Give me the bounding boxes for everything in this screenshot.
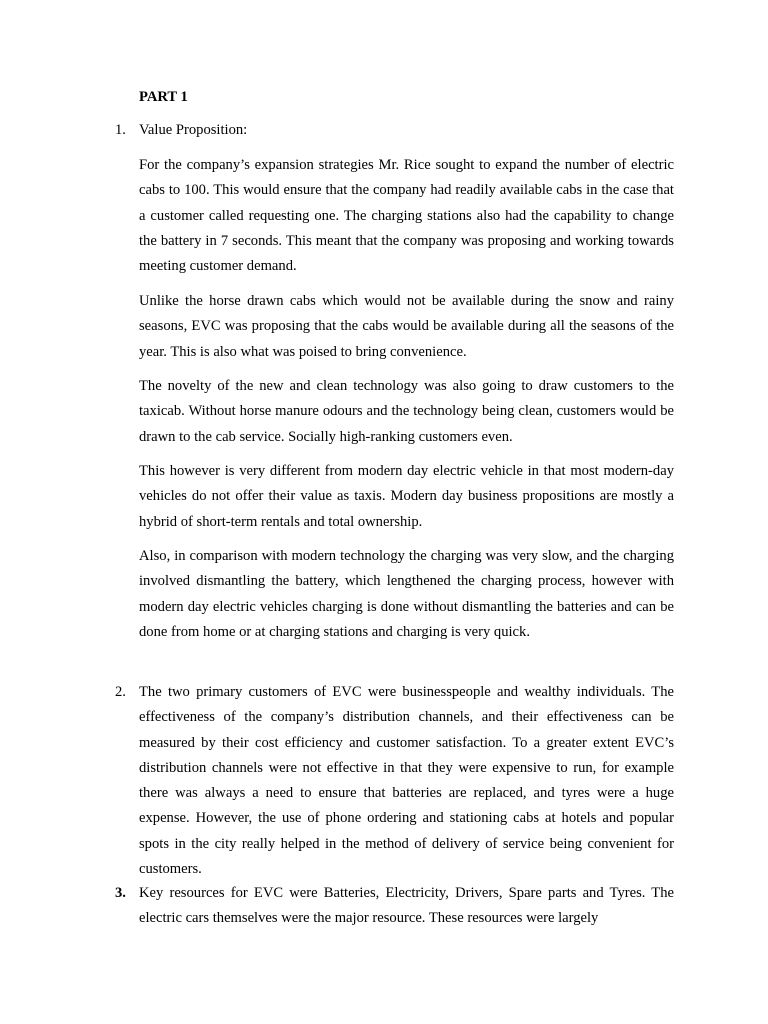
list-item-number: 2. bbox=[115, 684, 126, 700]
list-item-2 bbox=[115, 680, 674, 882]
paragraph-text: Unlike the horse drawn cabs which would not be available during the snow and rainy seasons, EVC was proposing that the cabs would be available during all the seasons of the year. This is also what was poised to bring convenience. bbox=[139, 293, 674, 360]
paragraph-text: The two primary customers of EVC were businesspeople and wealthy individuals. The effectiveness of the company’s distribution channels, and their effectiveness can be measured by their cost efficiency and customer satisfaction. To a greater extent EVC’s distribution channels were not effective in that they were expensive to run, for example there was always a need to ensure that batteries are replaced, and tyres were a huge expense. However, the use of phone ordering and stationing cabs at hotels and popular spots in the city really helped in the method of delivery of service being convenient for customers. bbox=[139, 684, 674, 878]
list-item-3 bbox=[115, 881, 674, 932]
paragraph-text: Also, in comparison with modern technology the charging was very slow, and the charging involved dismantling the battery, which lengthened the charging process, however with modern day electric vehicles charging is done without dismantling the batteries and can be done from home or at charging stations and charging is very quick. bbox=[139, 548, 674, 640]
paragraph bbox=[139, 153, 674, 279]
paragraph-text: The novelty of the new and clean technology was also going to draw customers to the taxicab. Without horse manure odours and the technology being clean, customers would be drawn to the cab service. Socially high-ranking customers even. bbox=[139, 378, 674, 445]
list-item-number: 3. bbox=[115, 885, 126, 901]
paragraph bbox=[139, 544, 674, 645]
paragraph-text: Key resources for EVC were Batteries, Electricity, Drivers, Spare parts and Tyres. The electric cars themselves were the major resource. These resources were largely bbox=[139, 885, 674, 927]
list-item-title: Value Proposition: bbox=[139, 122, 248, 138]
paragraph bbox=[139, 374, 674, 450]
paragraph bbox=[139, 289, 674, 365]
list-item-1 bbox=[115, 118, 674, 143]
part-heading: PART 1 bbox=[139, 89, 188, 105]
paragraph-text: This however is very different from modern day electric vehicle in that most modern-day vehicles do not offer their value as taxis. Modern day business propositions are mostly a hybrid of short-term rentals and total ownership. bbox=[139, 463, 674, 530]
paragraph-text: For the company’s expansion strategies Mr. Rice sought to expand the number of electric cabs to 100. This would ensure that the company had readily available cabs in the case that a customer called requesting one. The charging stations also had the capability to change the battery in 7 seconds. This meant that the company was proposing and working towards meeting customer demand. bbox=[139, 157, 674, 275]
paragraph bbox=[139, 459, 674, 535]
list-item-number: 1. bbox=[115, 122, 126, 138]
